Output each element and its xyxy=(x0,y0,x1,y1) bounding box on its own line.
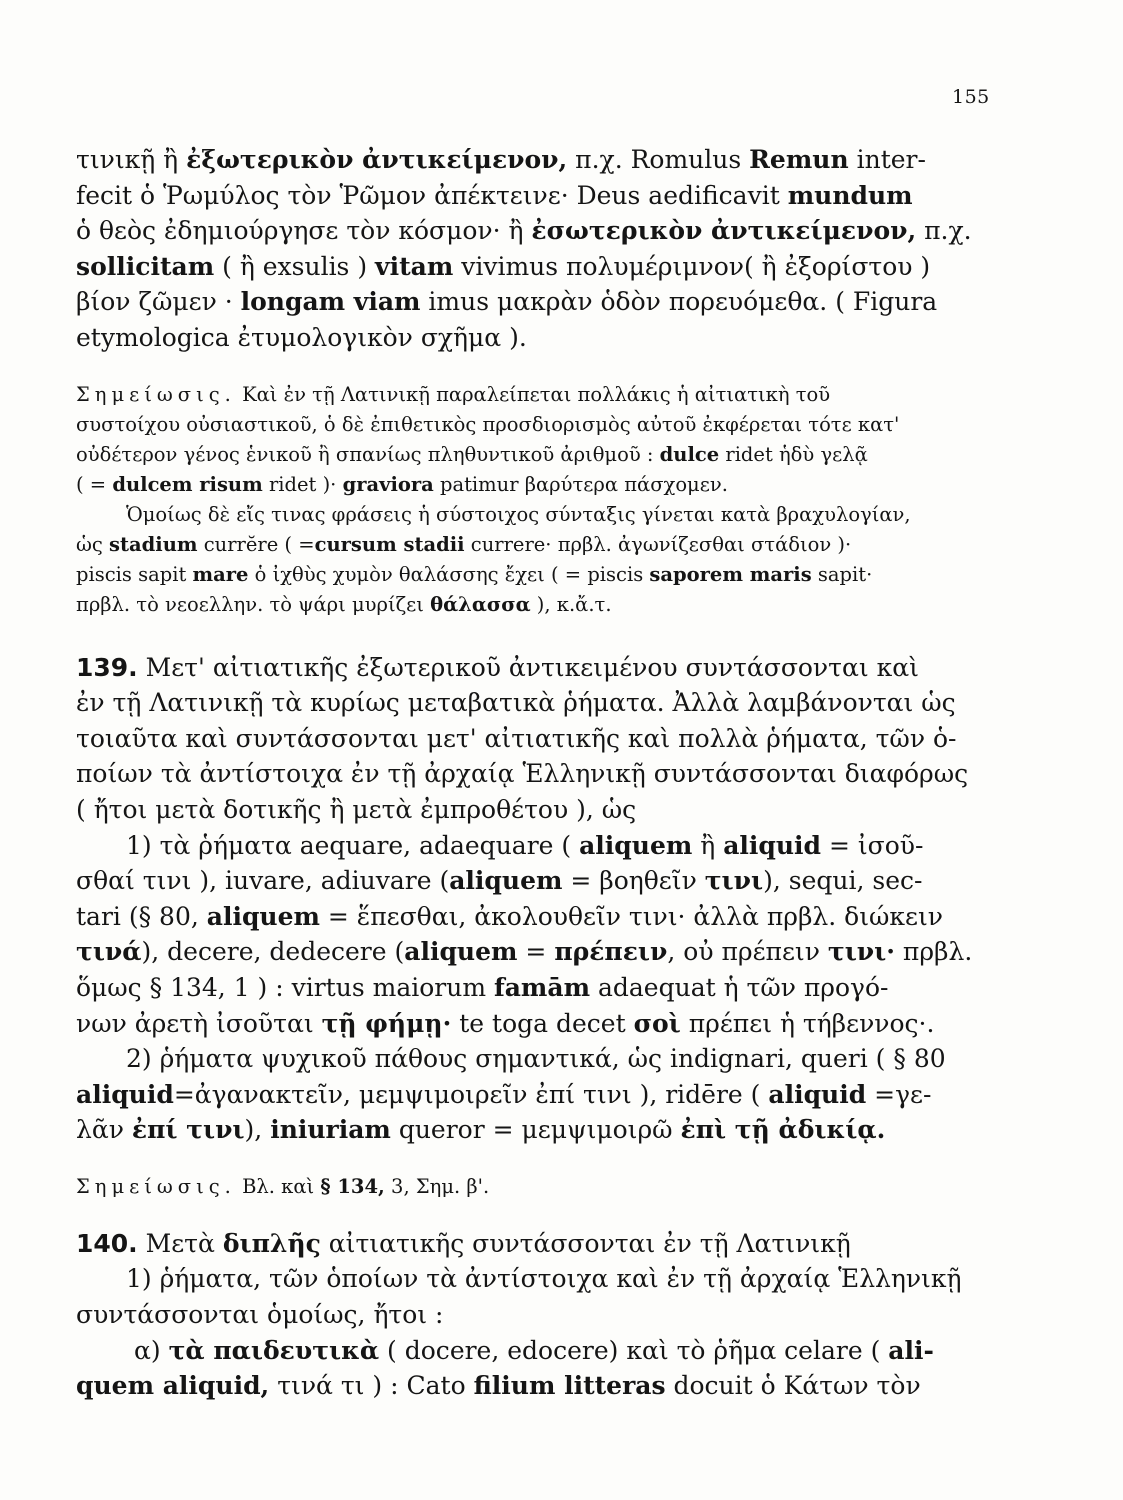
text-run: 2) ῥήματα ψυχικοῦ πάθους σημαντικά, ὡς indignari, queri ( § 80 xyxy=(126,1044,946,1074)
text-line xyxy=(76,828,988,864)
bold-term: ali- xyxy=(888,1335,934,1365)
bold-term: aliquem xyxy=(579,830,693,860)
text-line xyxy=(76,284,988,320)
bold-term: mundum xyxy=(787,180,913,210)
text-run: ποίων τὰ ἀντίστοιχα ἐν τῇ ἀρχαίᾳ Ἑλληνικῇ συντάσσονται διαφόρως xyxy=(76,759,969,789)
bold-term: τινά xyxy=(76,937,142,967)
text-run: Μετ' αἰτιατικῆς ἐξωτερικοῦ ἀντικειμένου συντάσσονται καὶ xyxy=(137,652,919,682)
text-line xyxy=(76,213,988,249)
text-run: 1) τὰ ῥήματα aequare, adaequare ( xyxy=(126,830,580,860)
text-run: ridet )· xyxy=(262,472,343,496)
text-run: Μετὰ xyxy=(137,1228,223,1258)
text-line xyxy=(76,380,988,410)
text-line xyxy=(76,530,988,560)
text-run: ( docere, edocere) καὶ τὸ ῥῆμα celare ( xyxy=(379,1335,889,1365)
bold-term: aliquid xyxy=(723,830,822,860)
text-run: πρβλ. xyxy=(894,937,973,967)
bold-term: graviora xyxy=(342,472,434,496)
bold-term: aliquem xyxy=(206,901,320,931)
bold-term: aliquid xyxy=(768,1079,867,1109)
text-run: ), xyxy=(244,1115,271,1145)
text-line xyxy=(76,1226,988,1262)
section-139 xyxy=(76,650,988,1148)
bold-term: τῇ φήμῃ· xyxy=(321,1008,452,1038)
bold-term: quem aliquid, xyxy=(76,1371,270,1401)
bold-term: διπλῆς xyxy=(222,1228,321,1258)
text-run: ), decere, dedecere ( xyxy=(141,937,405,967)
bold-term: Remun xyxy=(749,145,849,174)
text-run: piscis sapit xyxy=(76,562,193,586)
text-run: patimur βαρύτερα πάσχομεν. xyxy=(433,472,728,496)
text-line xyxy=(76,470,988,500)
text-run: βίον ζῶμεν · xyxy=(76,287,241,317)
text-run: α) xyxy=(134,1335,169,1365)
section-number: 139. xyxy=(76,652,138,682)
bold-term: τινι xyxy=(704,866,764,896)
text-run: adaequat ἡ τῶν προγό- xyxy=(590,972,889,1002)
section-140 xyxy=(76,1226,988,1404)
text-run: etymologica ἐτυμολογικὸν σχῆμα ). xyxy=(76,322,527,352)
text-run: τινικῇ ἢ xyxy=(76,145,187,174)
paragraph-top xyxy=(76,142,988,356)
bold-term: mare xyxy=(192,562,249,586)
text-run: οὐδέτερον γένος ἑνικοῦ ἢ σπανίως πληθυντικοῦ ἀριθμοῦ : xyxy=(76,442,660,466)
text-run: συστοίχου οὐσιαστικοῦ, ὁ δὲ ἐπιθετικὸς προσδιορισμὸς αὐτοῦ ἐκφέρεται τότε κατ' xyxy=(76,412,900,436)
bold-term: longam viam xyxy=(240,287,421,317)
text-line xyxy=(76,934,988,970)
bold-term: τινι· xyxy=(827,937,895,967)
text-run: ( ἤτοι μετὰ δοτικῆς ἢ μετὰ ἐμπροθέτου ), ὡς xyxy=(76,794,637,824)
text-run: inter- xyxy=(848,145,926,174)
text-run: π.χ. Romulus xyxy=(567,145,750,174)
bold-term: ἐσωτερικὸν ἀντικείμενον, xyxy=(531,216,917,246)
text-run: τινά τι ) : Cato xyxy=(269,1371,474,1401)
text-run: ὁ ἰχθὺς χυμὸν θαλάσσης ἔχει ( = piscis xyxy=(248,562,650,586)
bold-term: πρέπειν xyxy=(554,937,668,967)
bold-term: iniuriam xyxy=(270,1115,391,1145)
bold-term: ἐπὶ τῇ ἀδικίᾳ. xyxy=(680,1115,886,1145)
bold-term: aliquid xyxy=(76,1079,174,1109)
text-run: vivimus πολυμέριμνον( ἢ ἐξορίστου ) xyxy=(453,251,931,281)
bold-term: saporem maris xyxy=(649,562,812,586)
text-line xyxy=(76,590,988,620)
bold-term: cursum stadii xyxy=(314,532,465,556)
text-run: Καὶ ἐν τῇ Λατινικῇ παραλείπεται πολλάκις ἡ αἰτιατικὴ τοῦ xyxy=(235,382,831,406)
bold-term: ἐξωτερικὸν ἀντικείμενον, xyxy=(186,145,568,174)
text-line xyxy=(76,320,988,356)
section-number: 140. xyxy=(76,1228,138,1258)
bold-term: ἐπί τινι xyxy=(131,1115,245,1145)
text-line xyxy=(76,178,988,214)
text-line xyxy=(76,1112,988,1148)
text-line xyxy=(76,142,988,178)
text-run: π.χ. xyxy=(916,216,972,246)
text-run: σθαί τινι ), iuvare, adiuvare ( xyxy=(76,866,450,896)
text-run: πρβλ. τὸ νεοελλην. τὸ ψάρι μυρίζει xyxy=(76,592,431,616)
bold-term: τὰ παιδευτικὰ xyxy=(168,1335,380,1365)
text-run: Ὁμοίως δὲ εἴς τινας φράσεις ἡ σύστοιχος σύνταξις γίνεται κατὰ βραχυλογίαν, xyxy=(126,502,911,526)
text-line xyxy=(76,1172,988,1202)
bold-term: vitam xyxy=(375,251,454,281)
text-run: ὅμως § 134, 1 ) : virtus maiorum xyxy=(76,972,494,1002)
text-run: sapit· xyxy=(811,562,873,586)
text-run: currere· πρβλ. ἀγωνίζεσθαι στάδιον )· xyxy=(464,532,852,556)
bold-term: aliquem xyxy=(449,866,563,896)
text-line xyxy=(76,792,988,828)
text-run: Σημείωσις. xyxy=(76,382,236,406)
text-run: imus μακρὰν ὁδὸν πορευόμεθα. ( Figura xyxy=(420,287,938,317)
note-remark-2 xyxy=(76,1172,988,1202)
text-line xyxy=(76,721,988,757)
text-run: 1) ῥήματα, τῶν ὁποίων τὰ ἀντίστοιχα καὶ ἐν τῇ ἀρχαίᾳ Ἑλληνικῇ xyxy=(126,1264,962,1294)
text-run: = ἕπεσθαι, ἀκολουθεῖν τινι· ἀλλὰ πρβλ. διώκειν xyxy=(319,901,943,931)
text-run: tari (§ 80, xyxy=(76,901,207,931)
bold-term: θάλασσα xyxy=(430,592,531,616)
text-run: fecit ὁ Ῥωμύλος τὸν Ῥῶμον ἀπέκτεινε· Deus aedificavit xyxy=(76,180,788,210)
text-line xyxy=(76,440,988,470)
text-run: ridet ἡδὺ γελᾷ xyxy=(719,442,868,466)
text-run: ), κ.ἄ.τ. xyxy=(530,592,612,616)
note-remark-1 xyxy=(76,380,988,620)
text-line xyxy=(76,500,988,530)
text-run: ὁ θεὸς ἐδημιούργησε τὸν κόσμον· ἢ xyxy=(76,216,532,246)
text-run: te toga decet xyxy=(451,1008,634,1038)
text-line xyxy=(76,650,988,686)
text-run: ), sequi, sec- xyxy=(763,866,923,896)
text-line xyxy=(76,756,988,792)
text-run: λᾶν xyxy=(76,1115,132,1145)
bold-term: § 134, xyxy=(320,1174,385,1198)
text-run: = βοηθεῖν xyxy=(562,866,705,896)
text-run: ἢ xyxy=(692,830,724,860)
text-run: ἐν τῇ Λατινικῇ τὰ κυρίως μεταβατικὰ ῥήματα. Ἀλλὰ λαμβάνονται ὡς xyxy=(76,688,956,718)
text-line xyxy=(76,410,988,440)
text-run: συντάσσονται ὁμοίως, ἤτοι : xyxy=(76,1300,444,1330)
text-line xyxy=(76,1297,988,1333)
bold-term: filium litteras xyxy=(473,1371,666,1401)
text-run: νων ἀρετὴ ἰσοῦται xyxy=(76,1008,322,1038)
text-run: , οὐ πρέπειν xyxy=(667,937,828,967)
text-run: ( ἢ exsulis ) xyxy=(214,251,376,281)
text-run: =ἀγανακτεῖν, μεμψιμοιρεῖν ἐπί τινι ), ridēre ( xyxy=(173,1079,769,1109)
text-line xyxy=(76,899,988,935)
text-line xyxy=(76,1077,988,1113)
bold-term: σοὶ xyxy=(633,1008,681,1038)
text-run: docuit ὁ Κάτων τὸν xyxy=(665,1371,921,1401)
page-body xyxy=(76,142,988,1404)
text-line xyxy=(76,1261,988,1297)
text-line xyxy=(76,685,988,721)
text-line xyxy=(76,1041,988,1077)
text-run: ὡς xyxy=(76,532,110,556)
text-line xyxy=(76,249,988,285)
text-line xyxy=(76,863,988,899)
text-run: Σημείωσις. xyxy=(76,1174,236,1198)
text-line xyxy=(76,560,988,590)
text-run: queror = μεμψιμοιρῶ xyxy=(390,1115,681,1145)
bold-term: dulcem risum xyxy=(112,472,263,496)
text-run: =γε- xyxy=(866,1079,932,1109)
page-number: 155 xyxy=(952,86,990,108)
bold-term: sollicitam xyxy=(76,251,215,281)
text-run: τοιαῦτα καὶ συντάσσονται μετ' αἰτιατικῆς καὶ πολλὰ ῥήματα, τῶν ὁ- xyxy=(76,723,957,753)
text-run: 3, Σημ. β'. xyxy=(384,1174,490,1198)
text-line xyxy=(76,970,988,1006)
text-line xyxy=(76,1368,988,1404)
bold-term: dulce xyxy=(659,442,720,466)
text-run: πρέπει ἡ τήβεννος·. xyxy=(680,1008,935,1038)
text-run: αἰτιατικῆς συντάσσονται ἐν τῇ Λατινικῇ xyxy=(320,1228,851,1258)
text-run: = ἰσοῦ- xyxy=(821,830,924,860)
text-line xyxy=(76,1006,988,1042)
text-run: ( = xyxy=(76,472,113,496)
bold-term: aliquem xyxy=(404,937,518,967)
text-run: = xyxy=(517,937,555,967)
text-run: currĕre ( = xyxy=(197,532,315,556)
bold-term: stadium xyxy=(109,532,198,556)
text-run: Βλ. καὶ xyxy=(235,1174,321,1198)
bold-term: famām xyxy=(493,972,591,1002)
text-line xyxy=(76,1333,988,1369)
